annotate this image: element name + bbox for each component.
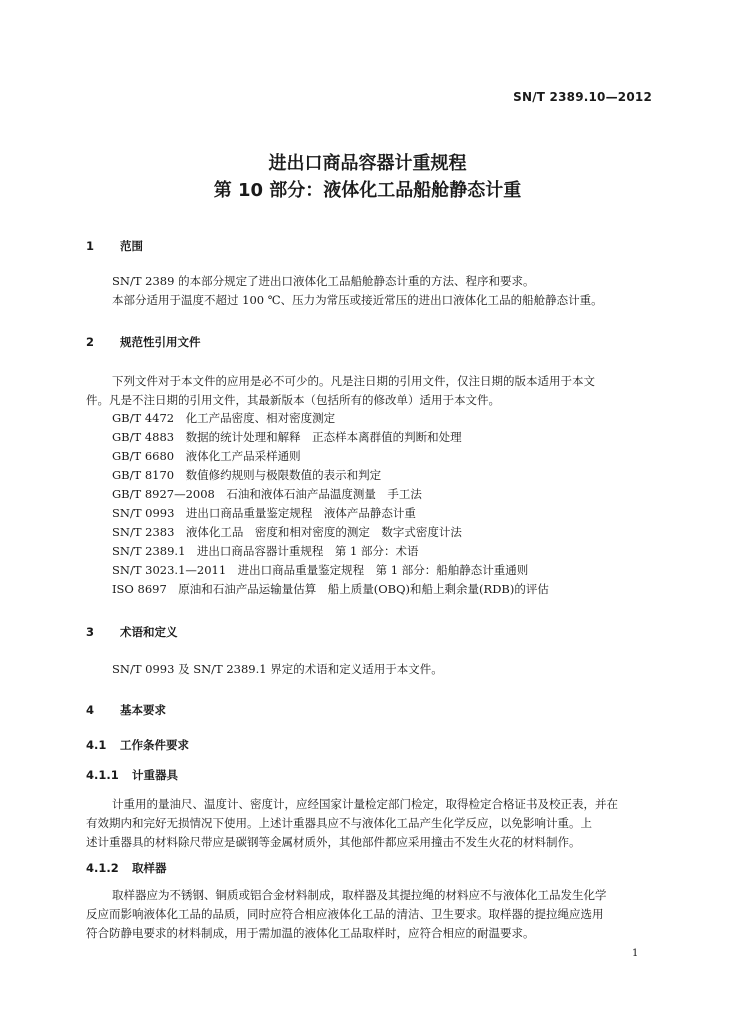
page-number: 1 (632, 948, 639, 959)
reference-item: GB/T 4472 化工产品密度、相对密度测定 (112, 411, 336, 425)
paragraph: 计重用的量油尺、温度计、密度计，应经国家计量检定部门检定，取得检定合格证书及校正表，并在 (112, 797, 618, 811)
reference-item: SN/T 2383 液体化工品 密度和相对密度的测定 数字式密度计法 (112, 525, 462, 539)
paragraph: SN/T 2389 的本部分规定了进出口液体化工品船舱静态计重的方法、程序和要求。 (112, 274, 535, 288)
document-title: 进出口商品容器计重规程 (268, 153, 467, 174)
paragraph: 述计重器具的材料除尺带应是碳钢等金属材质外，其他部件都应采用撞击不发生火花的材料制作。 (86, 835, 581, 849)
section-2-heading (86, 334, 201, 350)
reference-item: GB/T 8170 数值修约规则与极限数值的表示和判定 (112, 468, 382, 482)
section-title: 取样器 (132, 861, 167, 875)
section-number: 3 (86, 625, 95, 639)
standard-code: SN/T 2389.10—2012 (513, 90, 652, 104)
section-1-heading (86, 238, 143, 254)
section-4-1-heading (86, 737, 189, 753)
reference-item: GB/T 4883 数据的统计处理和解释 正态样本离群值的判断和处理 (112, 430, 462, 444)
reference-item: GB/T 6680 液体化工产品采样通则 (112, 449, 301, 463)
paragraph: 有效期内和完好无损情况下使用。上述计重器具应不与液体化工品产生化学反应，以免影响计重。上 (86, 816, 592, 830)
section-number: 1 (86, 239, 95, 253)
reference-item: ISO 8697 原油和石油产品运输量估算 船上质量(OBQ)和船上剩余量(RDB)的评估 (112, 582, 549, 596)
reference-item: SN/T 3023.1—2011 进出口商品重量鉴定规程 第 1 部分：船舶静态计重通则 (112, 563, 529, 577)
section-title: 工作条件要求 (120, 738, 189, 752)
section-title: 规范性引用文件 (120, 335, 201, 349)
section-3-heading (86, 624, 178, 640)
paragraph: 本部分适用于温度不超过 100 ℃、压力为常压或接近常压的进出口液体化工品的船舱静态计重。 (112, 293, 603, 307)
section-4-1-2-heading (86, 860, 167, 876)
section-title: 术语和定义 (120, 625, 178, 639)
paragraph: 下列文件对于本文件的应用是必不可少的。凡是注日期的引用文件，仅注日期的版本适用于本文 (112, 374, 595, 388)
section-4-heading (86, 702, 166, 718)
paragraph: SN/T 0993 及 SN/T 2389.1 界定的术语和定义适用于本文件。 (112, 662, 443, 676)
paragraph: 符合防静电要求的材料制成，用于需加温的液体化工品取样时，应符合相应的耐温要求。 (86, 926, 535, 940)
section-number: 2 (86, 335, 95, 349)
reference-item: SN/T 0993 进出口商品重量鉴定规程 液体产品静态计重 (112, 506, 416, 520)
section-title: 范围 (120, 239, 143, 253)
section-number: 4.1.1 (86, 768, 119, 782)
section-title: 计重器具 (132, 768, 178, 782)
section-number: 4 (86, 703, 95, 717)
paragraph: 取样器应为不锈钢、铜质或铝合金材料制成，取样器及其提拉绳的材料应不与液体化工品发生化学 (112, 888, 607, 902)
section-title: 基本要求 (120, 703, 166, 717)
section-number: 4.1 (86, 738, 107, 752)
document-subtitle: 第 10 部分：液体化工品船舱静态计重 (213, 180, 522, 201)
reference-item: SN/T 2389.1 进出口商品容器计重规程 第 1 部分：术语 (112, 544, 419, 558)
reference-item: GB/T 8927—2008 石油和液体石油产品温度测量 手工法 (112, 487, 422, 501)
paragraph: 件。凡是不注日期的引用文件，其最新版本（包括所有的修改单）适用于本文件。 (86, 393, 500, 407)
section-4-1-1-heading (86, 767, 178, 783)
paragraph: 反应而影响液体化工品的品质，同时应符合相应液体化工品的清洁、卫生要求。取样器的提拉绳应选用 (86, 907, 604, 921)
section-number: 4.1.2 (86, 861, 119, 875)
